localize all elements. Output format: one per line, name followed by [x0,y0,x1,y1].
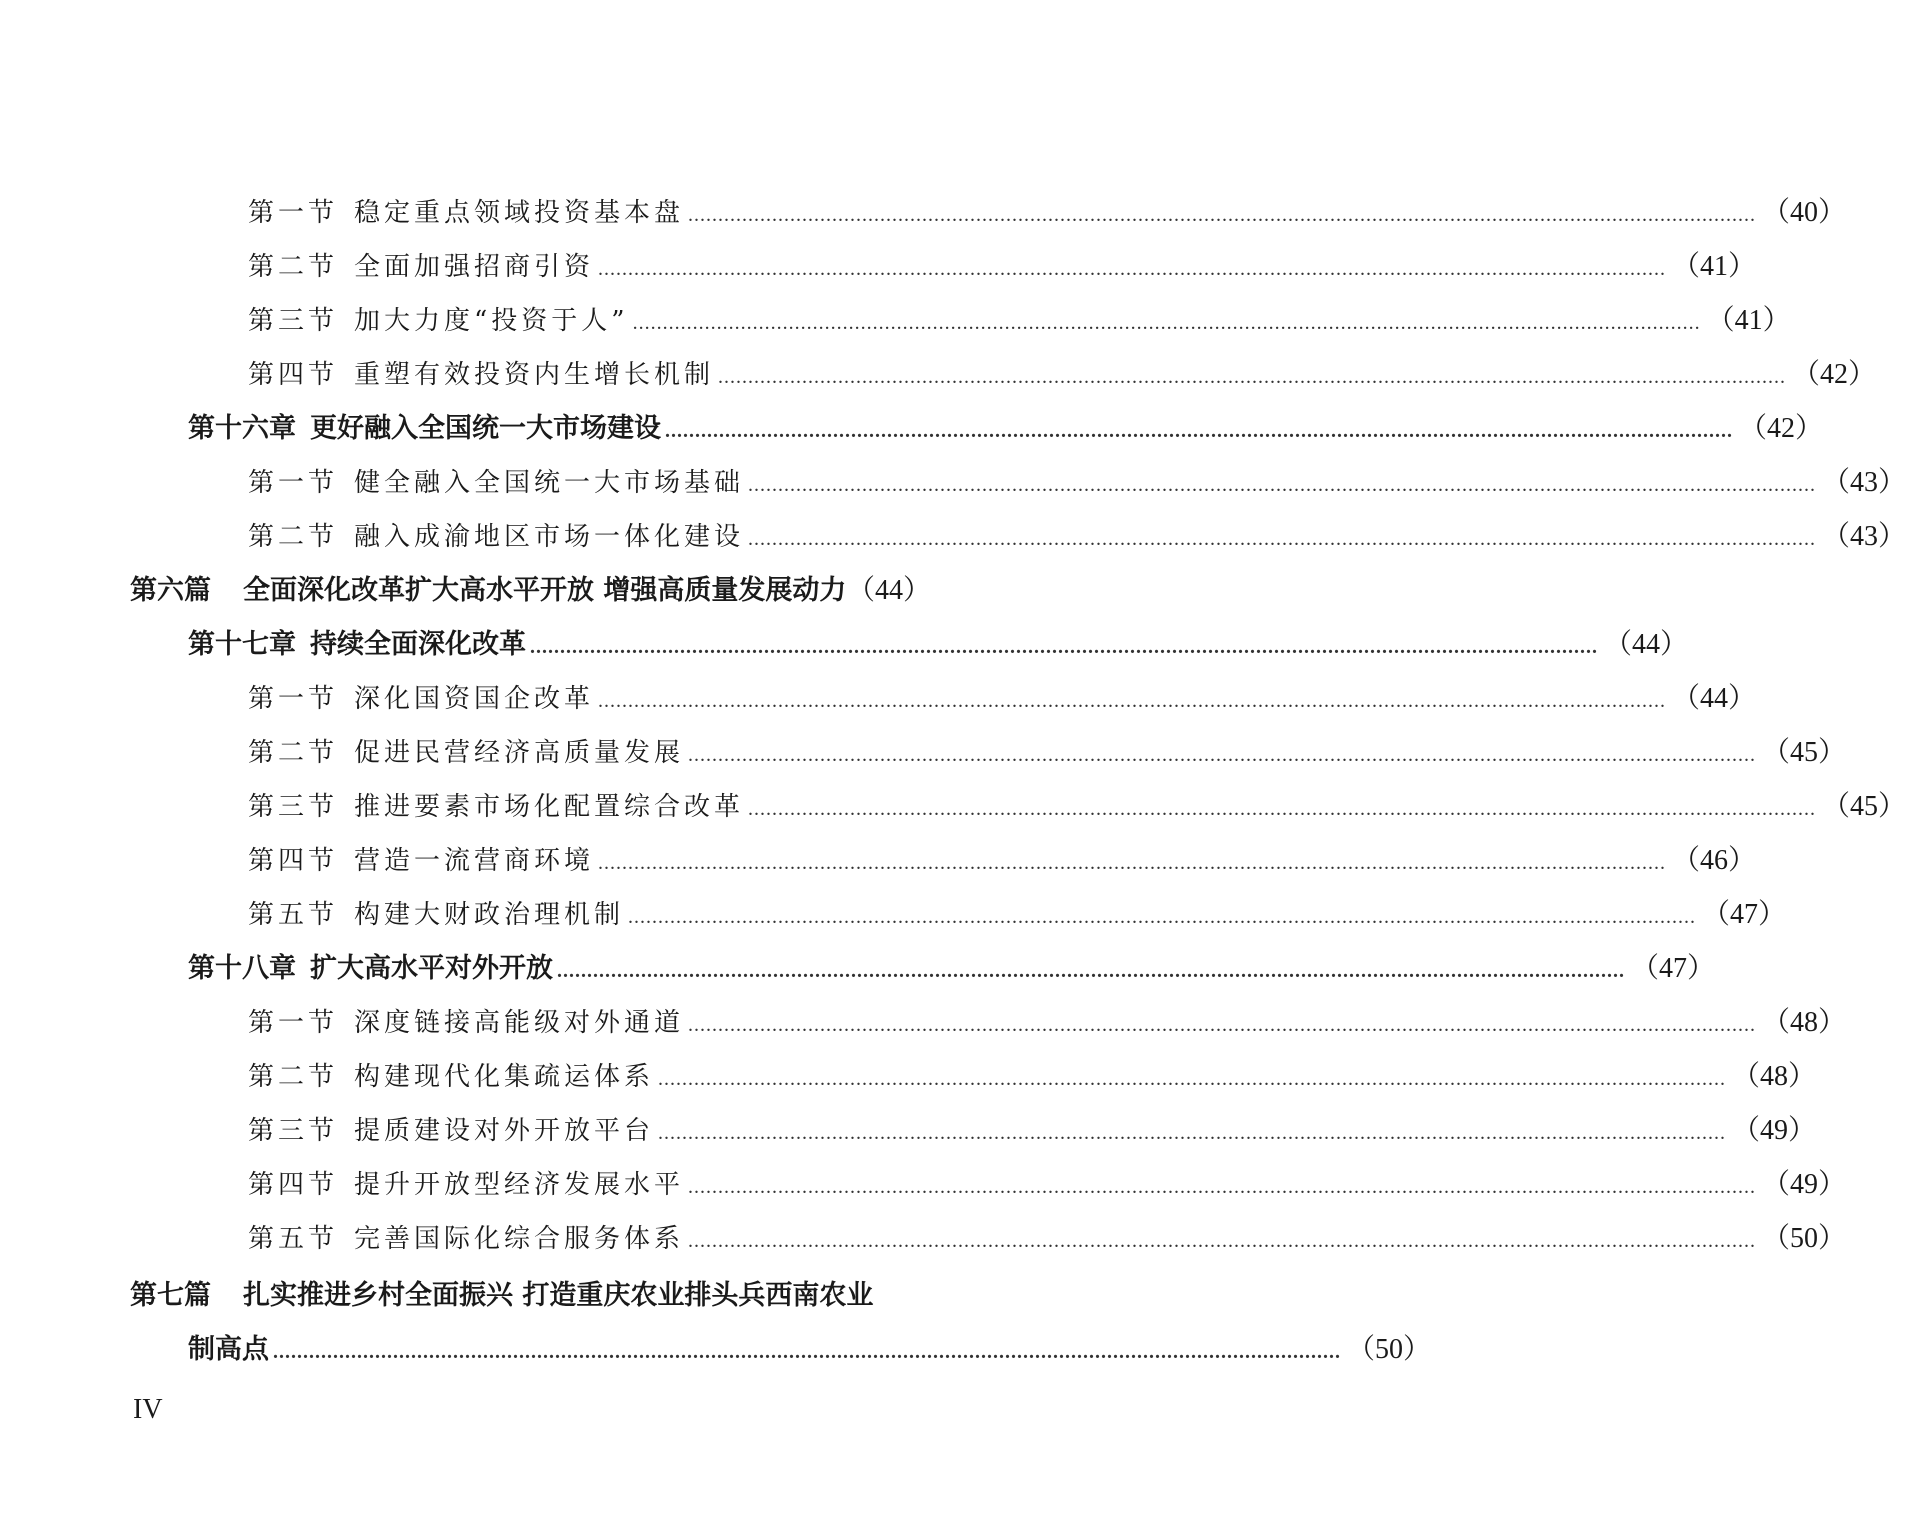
toc-label: 第五节 [248,1224,339,1254]
toc-label: 第二节 [248,522,339,552]
toc-page: （40） [1762,197,1847,228]
toc-leader: .................................................................................................................................................................................. [557,960,1625,982]
toc-label: 第六篇 [130,575,211,606]
toc-page: （41） [1672,251,1757,282]
toc-title: 提质建设对外开放平台 [354,1116,655,1146]
toc-entry [248,301,1791,341]
toc-leader: .................................................................................................................................................................................. [632,312,1701,334]
toc-chapter-entry [188,625,1689,665]
toc-entry [248,355,1877,395]
toc-entry [248,463,1906,503]
toc-title: 提升开放型经济发展水平 [354,1170,685,1200]
toc-title: 完善国际化综合服务体系 [354,1224,685,1254]
toc-label: 第三节 [248,792,339,822]
page-number: IV [133,1394,163,1425]
toc-title: 扩大高水平对外开放 [310,953,553,984]
toc-chapter-entry [188,949,1716,989]
toc-leader: .................................................................................................................................................................................. [598,852,1667,874]
toc-page: （41） [1706,305,1791,336]
toc-entry [248,1003,1847,1043]
toc-page: （43） [1822,467,1906,498]
toc-title: 加大力度“投资于人” [354,306,629,336]
toc-leader: .................................................................................................................................................................................. [688,744,1757,766]
toc-title: 构建大财政治理机制 [354,900,625,930]
toc-entry [248,733,1847,773]
toc-leader: .................................................................................................................................................................................. [530,636,1598,658]
toc-chapter-entry [188,409,1824,449]
toc-leader: .................................................................................................................................................................................. [273,1341,1341,1363]
toc-title: 推进要素市场化配置综合改革 [354,792,745,822]
toc-page: （44） [1604,629,1689,660]
toc-page: （49） [1732,1115,1817,1146]
toc-page: （49） [1762,1169,1847,1200]
toc-label: 第一节 [248,198,339,228]
toc-entry [248,247,1757,287]
toc-title: 全面深化改革扩大高水平开放 增强高质量发展动力 [243,575,847,606]
toc-leader: .................................................................................................................................................................................. [598,258,1667,280]
toc-title: 营造一流营商环境 [354,846,595,876]
toc-title: 更好融入全国统一大市场建设 [310,413,661,444]
toc-label: 第三节 [248,306,339,336]
toc-title: 健全融入全国统一大市场基础 [354,468,745,498]
toc-title: 融入成渝地区市场一体化建设 [354,522,745,552]
toc-label: 第二节 [248,252,339,282]
toc-label: 第四节 [248,360,339,390]
toc-label: 第四节 [248,1170,339,1200]
toc-leader: .................................................................................................................................................................................. [665,420,1733,442]
toc-title: 全面加强招商引资 [354,252,595,282]
toc-leader: .................................................................................................................................................................................. [748,474,1817,496]
toc-leader: .................................................................................................................................................................................. [688,204,1757,226]
toc-label: 第四节 [248,846,339,876]
toc-title: 稳定重点领域投资基本盘 [354,198,685,228]
toc-label: 第十八章 [188,953,296,984]
toc-leader: .................................................................................................................................................................................. [658,1122,1727,1144]
toc-page: （42） [1739,413,1824,444]
toc-label: 第一节 [248,468,339,498]
toc-leader: .................................................................................................................................................................................. [688,1176,1757,1198]
toc-entry [248,193,1847,233]
toc-leader: .................................................................................................................................................................................. [598,690,1667,712]
toc-label: 第三节 [248,1116,339,1146]
toc-label: 第五节 [248,900,339,930]
toc-part-entry-continuation [188,1330,1432,1370]
toc-entry [248,1219,1847,1259]
toc-page: （45） [1822,791,1906,822]
toc-leader: .................................................................................................................................................................................. [628,906,1697,928]
toc-entry [248,1111,1817,1151]
toc-entry [248,1057,1817,1097]
toc-page: （50） [1762,1223,1847,1254]
toc-page: （50） [1347,1334,1432,1365]
toc-entry [248,787,1906,827]
toc-page: （45） [1762,737,1847,768]
toc-label: 第二节 [248,738,339,768]
toc-label: 第十七章 [188,629,296,660]
toc-page: （48） [1732,1061,1817,1092]
toc-title: 构建现代化集疏运体系 [354,1062,655,1092]
toc-label: 第二节 [248,1062,339,1092]
toc-page: （46） [1672,845,1757,876]
toc-leader: .................................................................................................................................................................................. [748,528,1817,550]
toc-leader: .................................................................................................................................................................................. [748,798,1817,820]
toc-title: 深化国资国企改革 [354,684,595,714]
toc-label: 第七篇 [130,1280,211,1311]
toc-entry [248,895,1787,935]
toc-page: （44） [846,575,931,606]
toc-entry [248,679,1757,719]
toc-page: （47） [1702,899,1787,930]
toc-title: 扎实推进乡村全面振兴 打造重庆农业排头兵西南农业 [243,1280,874,1311]
toc-label: 第十六章 [188,413,296,444]
toc-page: （43） [1822,521,1906,552]
toc-page: （42） [1792,359,1877,390]
toc-page: （44） [1672,683,1757,714]
toc-entry [248,517,1906,557]
toc-title: 促进民营经济高质量发展 [354,738,685,768]
toc-part-entry [130,571,931,611]
toc-leader: .................................................................................................................................................................................. [688,1230,1757,1252]
toc-leader: .................................................................................................................................................................................. [658,1068,1727,1090]
toc-leader: .................................................................................................................................................................................. [718,366,1787,388]
toc-label: 第一节 [248,684,339,714]
toc-page: （48） [1762,1007,1847,1038]
toc-entry [248,841,1757,881]
toc-page: （47） [1631,953,1716,984]
toc-part-entry [130,1276,873,1316]
toc-title: 深度链接高能级对外通道 [354,1008,685,1038]
toc-leader: .................................................................................................................................................................................. [688,1014,1757,1036]
toc-label: 第一节 [248,1008,339,1038]
toc-entry [248,1165,1847,1205]
toc-title: 重塑有效投资内生增长机制 [354,360,715,390]
toc-title: 持续全面深化改革 [310,629,526,660]
toc-title: 制高点 [188,1334,269,1365]
